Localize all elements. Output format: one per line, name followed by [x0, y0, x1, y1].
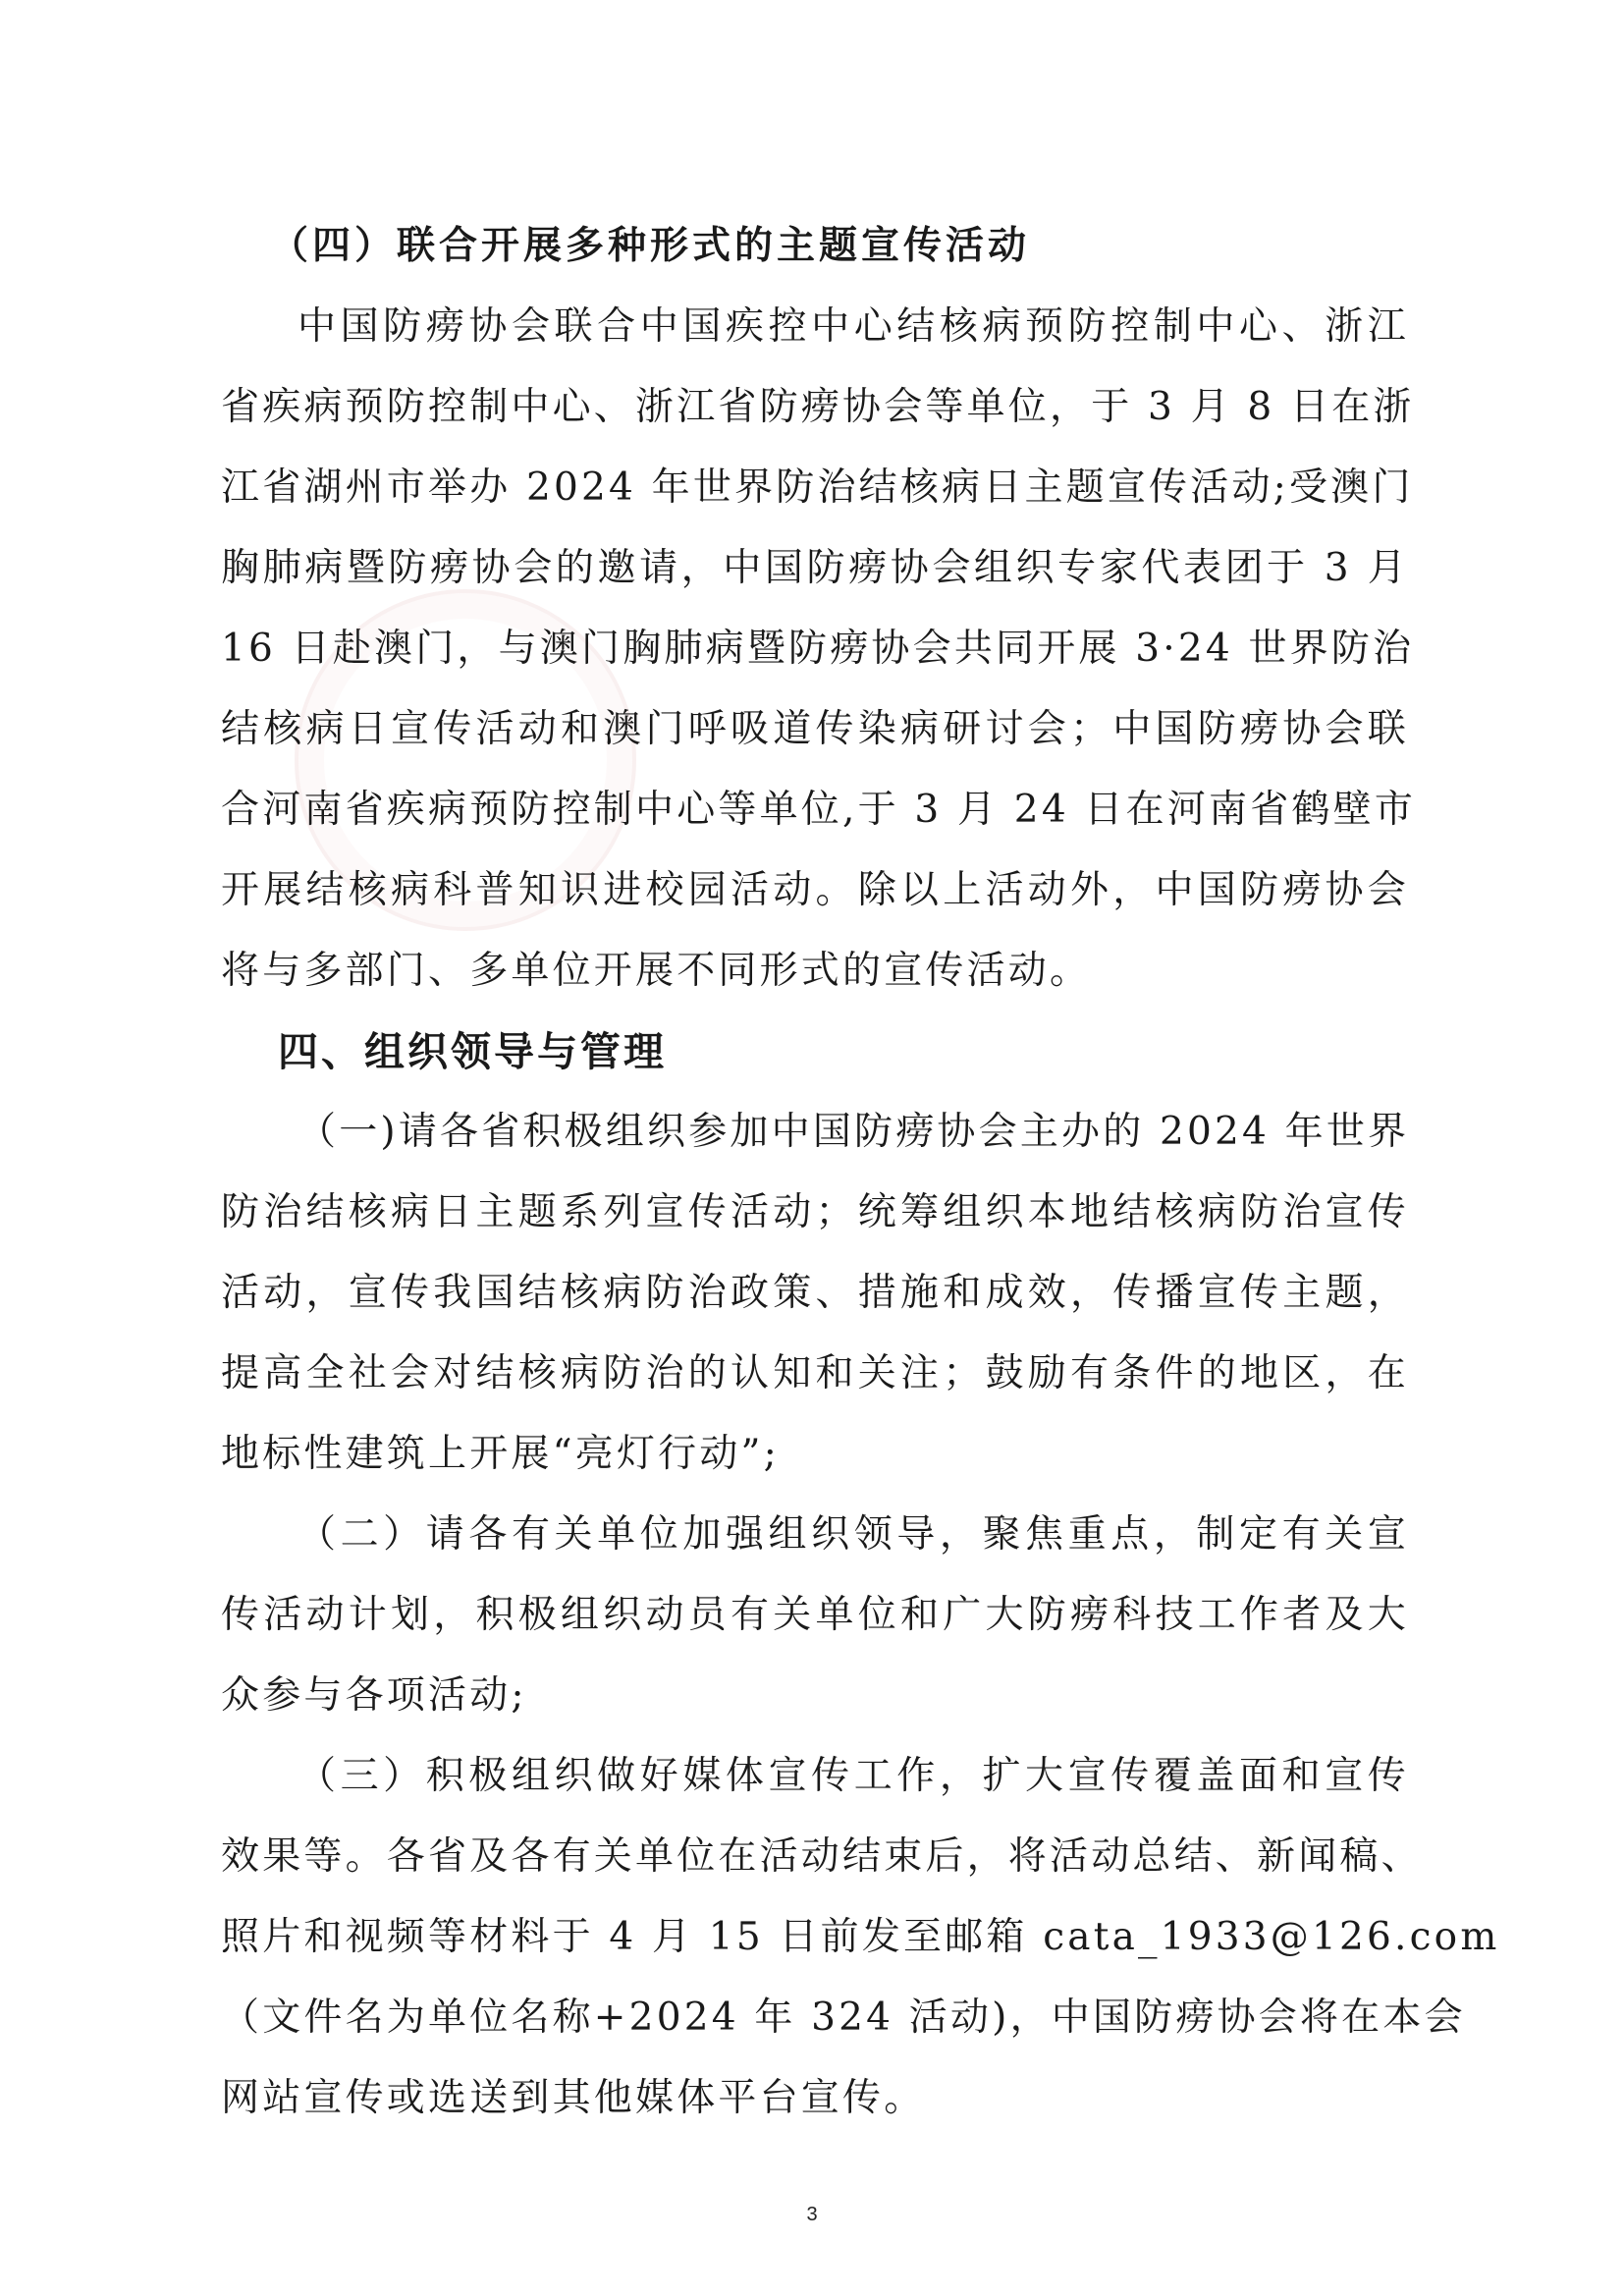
- text-line: 胸肺病暨防痨协会的邀请，中国防痨协会组织专家代表团于 3 月: [221, 546, 1409, 590]
- text-line: 中国防痨协会联合中国疾控中心结核病预防控制中心、浙江: [298, 304, 1409, 349]
- paragraph-activities: [221, 287, 1417, 1011]
- text-line: 结核病日宣传活动和澳门呼吸道传染病研讨会；中国防痨协会联: [221, 707, 1409, 751]
- text-line: 防治结核病日主题系列宣传活动；统筹组织本地结核病防治宣传: [221, 1190, 1409, 1234]
- text-line: 江省湖州市举办 2024 年世界防治结核病日主题宣传活动;受澳门: [221, 465, 1414, 510]
- text-line: 地标性建筑上开展“亮灯行动”;: [221, 1432, 781, 1476]
- paragraph-item-1: [221, 1092, 1409, 1495]
- text-line: 活动，宣传我国结核病防治政策、措施和成效，传播宣传主题，: [221, 1271, 1409, 1315]
- text-line: 开展结核病科普知识进校园活动。除以上活动外，中国防痨协会: [221, 868, 1409, 912]
- text-line: （文件名为单位名称+2024 年 324 活动)，中国防痨协会将在本会: [221, 1995, 1466, 2040]
- text-line: 众参与各项活动;: [221, 1673, 527, 1718]
- section-main-heading: 四、组织领导与管理: [278, 1028, 667, 1075]
- text-line: 传活动计划，积极组织动员有关单位和广大防痨科技工作者及大: [221, 1593, 1409, 1637]
- paragraph-item-2: [221, 1495, 1409, 1736]
- document-body: [221, 206, 1500, 2139]
- text-line: 省疾病预防控制中心、浙江省防痨协会等单位，于 3 月 8 日在浙: [221, 385, 1415, 429]
- text-line: 合河南省疾病预防控制中心等单位,于 3 月 24 日在河南省鹤壁市: [221, 788, 1417, 832]
- text-line: 效果等。各省及各有关单位在活动结束后，将活动总结、新闻稿、: [221, 1834, 1423, 1879]
- text-line: （二）请各有关单位加强组织领导，聚焦重点，制定有关宣: [298, 1512, 1409, 1557]
- text-line: （三）积极组织做好媒体宣传工作，扩大宣传覆盖面和宣传: [298, 1754, 1409, 1798]
- page-number: 3: [806, 2204, 818, 2225]
- text-line: （一)请各省积极组织参加中国防痨协会主办的 2024 年世界: [298, 1110, 1410, 1154]
- text-line: 提高全社会对结核病防治的认知和关注；鼓励有条件的地区，在: [221, 1351, 1409, 1395]
- text-line: 照片和视频等材料于 4 月 15 日前发至邮箱 cata_1933@126.com: [221, 1915, 1500, 1959]
- text-line: 网站宣传或选送到其他媒体平台宣传。: [221, 2076, 926, 2120]
- text-line: 16 日赴澳门，与澳门胸肺病暨防痨协会共同开展 3·24 世界防治: [221, 627, 1415, 671]
- paragraph-item-3: [221, 1736, 1500, 2139]
- section-sub-heading: （四）联合开展多种形式的主题宣传活动: [270, 224, 1031, 268]
- text-line: 将与多部门、多单位开展不同形式的宣传活动。: [221, 949, 1092, 993]
